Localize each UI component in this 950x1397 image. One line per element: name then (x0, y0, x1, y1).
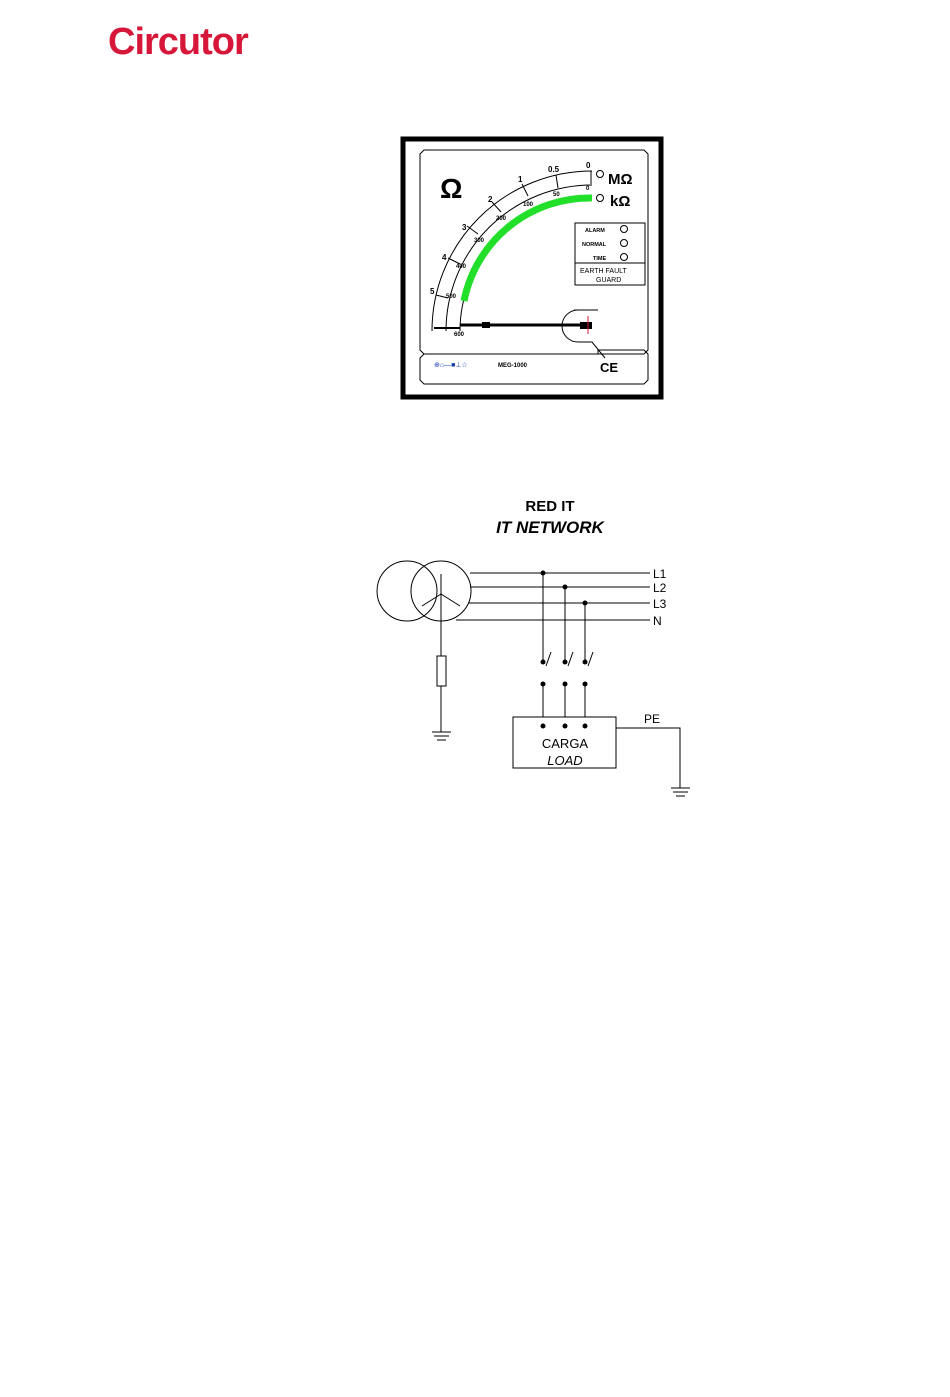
kilo-lamp (597, 195, 604, 202)
mega-tick-0: 0 (586, 161, 591, 170)
mega-tick-5: 5 (430, 287, 435, 296)
load-label: CARGA (541, 736, 589, 751)
ce-mark: CE (600, 360, 619, 375)
kilo-tick-500: 500 (446, 294, 457, 300)
device-label-line2: GUARD (596, 277, 622, 284)
mega-tick-3: 3 (462, 223, 467, 232)
kilo-tick-0: 0 (586, 186, 590, 192)
pe-label: PE (644, 712, 661, 726)
pe-conductor (616, 728, 680, 788)
approval-symbols: ⊕⌂—■⊥☆ (434, 362, 468, 369)
mega-lamp (597, 171, 604, 178)
needle-counterweight (482, 322, 490, 328)
meter-face-diagram (400, 136, 664, 402)
needle-hub (580, 322, 592, 329)
earthing-impedance (437, 656, 446, 686)
line-label-l1: L1 (653, 567, 667, 581)
phase-taps (543, 573, 593, 726)
alarm-led (621, 226, 628, 233)
ohm-symbol: Ω (440, 173, 463, 204)
kilo-tick-50: 50 (553, 192, 560, 198)
transformer-primary-winding (377, 561, 437, 621)
mega-tick-1: 1 (518, 175, 523, 184)
time-led (621, 254, 628, 261)
phase-lines (456, 573, 650, 620)
network-title: RED IT (525, 498, 575, 515)
unit-mega: MΩ (608, 171, 633, 188)
alarm-label: ALARM (585, 228, 605, 234)
normal-label: NORMAL (582, 242, 607, 248)
brand-name: Circutor (108, 21, 248, 63)
kilo-tick-600: 600 (454, 332, 465, 338)
mega-tick-4: 4 (442, 253, 447, 262)
kilo-tick-400: 400 (456, 264, 467, 270)
line-label-l3: L3 (653, 597, 667, 611)
model-label: MEG-1000 (498, 363, 528, 369)
ground-symbol-pe (671, 788, 690, 796)
it-network-diagram (360, 490, 710, 810)
kilo-tick-200: 200 (496, 216, 507, 222)
load-label-en: LOAD (547, 753, 583, 768)
kilo-tick-100: 100 (523, 202, 534, 208)
ground-symbol-neutral (432, 732, 451, 740)
unit-kilo: kΩ (610, 193, 631, 210)
time-label: TIME (593, 256, 607, 262)
mega-tick-0-5: 0.5 (548, 165, 560, 174)
network-subtitle: IT NETWORK (496, 518, 604, 537)
device-label-line1: EARTH FAULT (580, 268, 627, 275)
line-label-l2: L2 (653, 581, 667, 595)
brand-logo (108, 18, 258, 66)
kilo-tick-300: 300 (474, 238, 485, 244)
mega-tick-2: 2 (488, 195, 493, 204)
normal-led (621, 240, 628, 247)
line-label-n: N (653, 614, 662, 628)
junction-dots (541, 571, 588, 729)
